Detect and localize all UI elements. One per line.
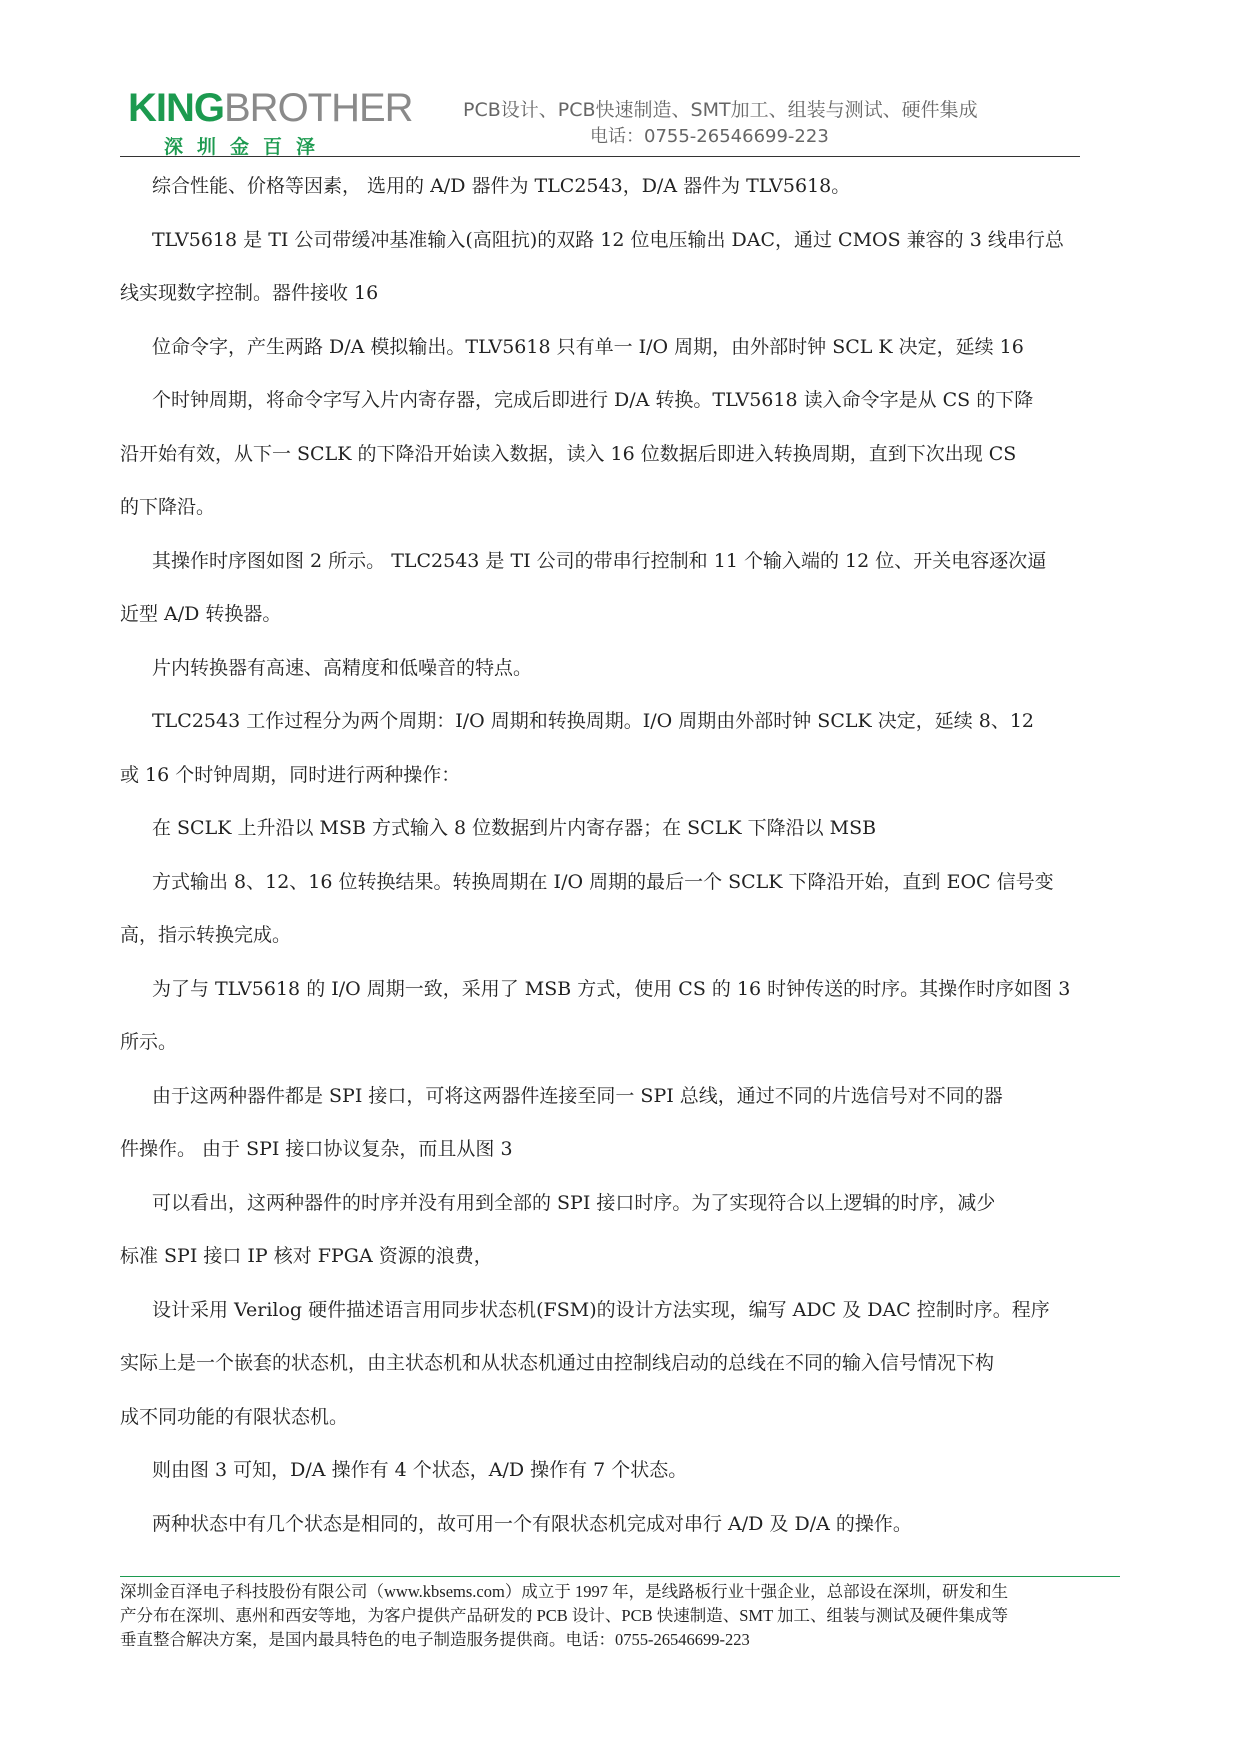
- body-paragraph: 高，指示转换完成。: [120, 924, 292, 946]
- logo-chinese-name: 深圳金百泽: [164, 136, 330, 158]
- body-paragraph: TLC2543 工作过程分为两个周期：I/O 周期和转换周期。I/O 周期由外部时钟 SCLK 决定，延续 8、12: [152, 710, 1035, 732]
- logo-king: KING: [128, 86, 224, 130]
- body-paragraph: 所示。: [120, 1031, 178, 1053]
- body-paragraph: 方式输出 8、12、16 位转换结果。转换周期在 I/O 周期的最后一个 SCLK 下降沿开始，直到 EOC 信号变: [152, 870, 1054, 893]
- body-paragraph: 为了与 TLV5618 的 I/O 周期一致，采用了 MSB 方式，使用 CS 的 16 时钟传送的时序。其操作时序如图 3: [152, 977, 1071, 1000]
- body-paragraph: 个时钟周期，将命令字写入片内寄存器，完成后即进行 D/A 转换。TLV5618 读入命令字是从 CS 的下降: [152, 389, 1034, 411]
- document-body: [120, 160, 1120, 1551]
- body-paragraph: 沿开始有效，从下一 SCLK 的下降沿开始读入数据，读入 16 位数据后即进入转换周期，直到下次出现 CS: [120, 442, 1017, 465]
- footer-line: 垂直整合解决方案，是国内最具特色的电子制造服务提供商。电话：0755-26546699-223: [120, 1630, 750, 1649]
- body-paragraph: 综合性能、价格等因素， 选用的 A/D 器件为 TLC2543，D/A 器件为 TLV5618。: [152, 175, 851, 197]
- body-paragraph: 标准 SPI 接口 IP 核对 FPGA 资源的浪费，: [120, 1245, 493, 1267]
- footer-divider: [120, 1576, 1120, 1577]
- header-slogan: PCB设计、PCB快速制造、SMT加工、组装与测试、硬件集成: [463, 99, 978, 121]
- body-paragraph: 实际上是一个嵌套的状态机，由主状态机和从状态机通过由控制线启动的总线在不同的输入信号情况下构: [120, 1352, 995, 1374]
- body-paragraph: 在 SCLK 上升沿以 MSB 方式输入 8 位数据到片内寄存器；在 SCLK 下降沿以 MSB: [152, 817, 877, 839]
- body-paragraph: 件操作。 由于 SPI 接口协议复杂，而且从图 3: [120, 1138, 513, 1160]
- body-paragraph: 由于这两种器件都是 SPI 接口，可将这两器件连接至同一 SPI 总线，通过不同的片选信号对不同的器: [152, 1084, 1003, 1107]
- body-paragraph: 设计采用 Verilog 硬件描述语言用同步状态机(FSM)的设计方法实现，编写 ADC 及 DAC 控制时序。程序: [152, 1298, 1050, 1321]
- body-paragraph: 成不同功能的有限状态机。: [120, 1405, 349, 1428]
- logo-brother: BROTHER: [224, 86, 413, 130]
- body-paragraph: 的下降沿。: [120, 496, 216, 518]
- footer-company-info: [120, 1580, 1130, 1652]
- company-logo: [128, 86, 413, 158]
- footer-line: 深圳金百泽电子科技股份有限公司（www.kbsems.com）成立于 1997 年，是线路板行业十强企业，总部设在深圳，研发和生: [120, 1582, 1009, 1601]
- header-divider: [120, 156, 1080, 157]
- body-paragraph: 位命令字，产生两路 D/A 模拟输出。TLV5618 只有单一 I/O 周期，由外部时钟 SCL K 决定，延续 16: [152, 335, 1024, 358]
- header-phone: 电话：0755-26546699-223: [590, 126, 829, 147]
- body-paragraph: 可以看出，这两种器件的时序并没有用到全部的 SPI 接口时序。为了实现符合以上逻辑的时序，减少: [152, 1191, 996, 1214]
- body-paragraph: 片内转换器有高速、高精度和低噪音的特点。: [152, 656, 533, 679]
- body-paragraph: 两种状态中有几个状态是相同的，故可用一个有限状态机完成对串行 A/D 及 D/A 的操作。: [152, 1512, 912, 1535]
- body-paragraph: 其操作时序图如图 2 所示。 TLC2543 是 TI 公司的带串行控制和 11 个输入端的 12 位、开关电容逐次逼: [152, 549, 1047, 572]
- body-paragraph: 近型 A/D 转换器。: [120, 603, 282, 625]
- body-paragraph: 或 16 个时钟周期，同时进行两种操作：: [120, 763, 461, 786]
- body-paragraph: 线实现数字控制。器件接收 16: [120, 282, 379, 304]
- footer-line: 产分布在深圳、惠州和西安等地，为客户提供产品研发的 PCB 设计、PCB 快速制造、SMT 加工、组装与测试及硬件集成等: [120, 1606, 1009, 1625]
- body-paragraph: TLV5618 是 TI 公司带缓冲基准输入(高阻抗)的双路 12 位电压输出 DAC，通过 CMOS 兼容的 3 线串行总: [152, 228, 1064, 251]
- body-paragraph: 则由图 3 可知，D/A 操作有 4 个状态，A/D 操作有 7 个状态。: [152, 1459, 688, 1481]
- logo-wordmark: [128, 86, 413, 130]
